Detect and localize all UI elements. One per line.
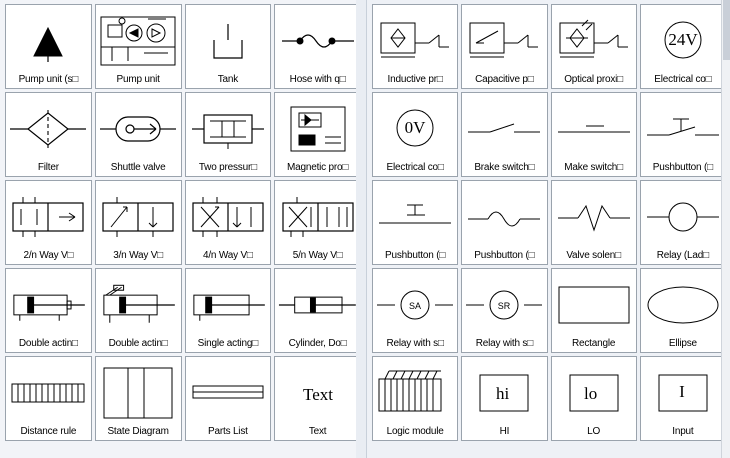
lo-block-icon — [552, 357, 636, 426]
hi-block-icon — [462, 357, 546, 426]
rectangle-shape-icon — [552, 269, 636, 338]
palette-item-pushbutton-break[interactable] — [372, 180, 458, 265]
palette-item-label: Capacitive p□ — [475, 74, 534, 85]
palette-item-hi-block[interactable] — [461, 356, 547, 441]
palette-item-double-acting-cylinder-cushioned[interactable] — [95, 268, 182, 353]
palette-item-label: Rectangle — [572, 338, 616, 349]
panel-divider — [356, 0, 366, 458]
pushbutton-make-icon — [641, 93, 725, 162]
inductive-proximity-sensor-icon — [373, 5, 457, 74]
relay-with-switch-on-delay-icon — [373, 269, 457, 338]
palette-item-magnetic-proximity-switch[interactable] — [274, 92, 361, 177]
palette-item-tank[interactable] — [185, 4, 272, 89]
vertical-scrollbar[interactable] — [721, 0, 730, 458]
two-pressure-valve-icon — [186, 93, 271, 162]
palette-item-distance-rule[interactable] — [5, 356, 92, 441]
pushbutton-break-icon — [373, 181, 457, 250]
palette-item-label: 4/n Way V□ — [202, 250, 253, 261]
palette-item-label: Logic module — [386, 426, 444, 437]
palette-item-label: Inductive pr□ — [387, 74, 443, 85]
palette-item-pushbutton-make[interactable] — [640, 92, 726, 177]
palette-item-logic-module[interactable] — [372, 356, 458, 441]
three-n-way-valve-icon — [96, 181, 181, 250]
palette-item-label: Electrical co□ — [654, 74, 712, 85]
scrollbar-thumb[interactable] — [723, 0, 730, 60]
five-n-way-valve-icon — [275, 181, 360, 250]
palette-item-label: LO — [587, 426, 601, 437]
svg-text:24V: 24V — [668, 29, 698, 49]
palette-item-pump-unit-motor-assembly[interactable] — [95, 4, 182, 89]
palette-item-label: Distance rule — [20, 426, 77, 437]
palette-item-single-acting-cylinder[interactable] — [185, 268, 272, 353]
logic-module-icon — [373, 357, 457, 426]
ellipse-shape-icon — [641, 269, 725, 338]
single-acting-cylinder-icon — [186, 269, 271, 338]
optical-proximity-sensor-icon — [552, 5, 636, 74]
palette-item-five-n-way-valve[interactable] — [274, 180, 361, 265]
palette-item-pump-unit-single-triangle[interactable] — [5, 4, 92, 89]
palette-item-label: Single acting□ — [197, 338, 259, 349]
palette-item-cylinder-double-rod[interactable] — [274, 268, 361, 353]
palette-item-inductive-proximity-sensor[interactable] — [372, 4, 458, 89]
palette-item-parts-list[interactable] — [185, 356, 272, 441]
palette-item-label: Pushbutton (□ — [474, 250, 535, 261]
palette-item-text-block[interactable] — [274, 356, 361, 441]
palette-item-label: Relay (Lad□ — [656, 250, 709, 261]
pushbutton-detent-icon — [462, 181, 546, 250]
tank-icon — [186, 5, 271, 74]
palette-item-two-pressure-valve[interactable] — [185, 92, 272, 177]
palette-item-label: Ellipse — [668, 338, 697, 349]
hose-with-quick-coupling-icon — [275, 5, 360, 74]
palette-item-label: Relay with s□ — [386, 338, 444, 349]
double-acting-cylinder-cushioned-icon — [96, 269, 181, 338]
palette-item-input-block[interactable] — [640, 356, 726, 441]
svg-text:SR: SR — [498, 300, 511, 311]
palette-item-relay-with-switch-on-delay[interactable] — [372, 268, 458, 353]
palette-item-label: Pump unit — [116, 74, 160, 85]
palette-item-label: Filter — [37, 162, 59, 173]
pump-unit-motor-assembly-icon — [96, 5, 181, 74]
palette-item-label: State Diagram — [107, 426, 169, 437]
palette-item-brake-switch[interactable] — [461, 92, 547, 177]
palette-item-label: Optical proxi□ — [564, 74, 624, 85]
palette-item-four-n-way-valve[interactable] — [185, 180, 272, 265]
palette-item-label: Parts List — [208, 426, 248, 437]
palette-item-state-diagram[interactable] — [95, 356, 182, 441]
palette-item-shuttle-valve[interactable] — [95, 92, 182, 177]
palette-item-make-switch[interactable] — [551, 92, 637, 177]
relay-with-switch-off-delay-icon — [462, 269, 546, 338]
palette-item-label: Relay with s□ — [475, 338, 534, 349]
palette-item-hose-with-quick-coupling[interactable] — [274, 4, 361, 89]
palette-item-three-n-way-valve[interactable] — [95, 180, 182, 265]
palette-item-optical-proximity-sensor[interactable] — [551, 4, 637, 89]
palette-item-label: Pump unit (s□ — [18, 74, 79, 85]
palette-item-label: Make switch□ — [564, 162, 623, 173]
palette-item-ellipse-shape[interactable] — [640, 268, 726, 353]
svg-text:I: I — [679, 381, 685, 401]
magnetic-proximity-switch-icon — [275, 93, 360, 162]
palette-item-label: 3/n Way V□ — [113, 250, 164, 261]
palette-item-label: Two pressur□ — [198, 162, 257, 173]
palette-item-label: Input — [672, 426, 694, 437]
palette-item-electrical-connection-0v[interactable] — [372, 92, 458, 177]
palette-item-lo-block[interactable] — [551, 356, 637, 441]
svg-text:hi: hi — [496, 383, 510, 403]
palette-item-label: Electrical co□ — [386, 162, 444, 173]
palette-item-label: Pushbutton (□ — [385, 250, 446, 261]
palette-item-label: Hose with q□ — [289, 74, 346, 85]
palette-item-label: 5/n Way V□ — [292, 250, 343, 261]
svg-text:0V: 0V — [404, 117, 426, 137]
parts-list-icon — [186, 357, 271, 426]
filter-icon — [6, 93, 91, 162]
capacitive-proximity-sensor-icon — [462, 5, 546, 74]
electrical-connection-24v-icon — [641, 5, 725, 74]
double-acting-cylinder-icon — [6, 269, 91, 338]
palette-item-label: Tank — [217, 74, 239, 85]
electrical-symbol-palette[interactable] — [366, 0, 730, 458]
palette-item-electrical-connection-24v[interactable] — [640, 4, 726, 89]
make-switch-icon — [552, 93, 636, 162]
svg-text:Text: Text — [302, 384, 333, 404]
state-diagram-icon — [96, 357, 181, 426]
text-block-icon — [275, 357, 360, 426]
svg-text:lo: lo — [583, 383, 597, 403]
palette-item-label: Double actin□ — [18, 338, 78, 349]
shuttle-valve-icon — [96, 93, 181, 162]
palette-item-label: Shuttle valve — [110, 162, 166, 173]
svg-text:SA: SA — [409, 300, 422, 311]
palette-item-label: HI — [499, 426, 510, 437]
palette-item-relay-coil[interactable] — [640, 180, 726, 265]
palette-item-label: Double actin□ — [108, 338, 168, 349]
palette-item-label: 2/n Way V□ — [23, 250, 74, 261]
input-block-icon — [641, 357, 725, 426]
palette-item-label: Cylinder, Do□ — [288, 338, 347, 349]
palette-item-double-acting-cylinder[interactable] — [5, 268, 92, 353]
palette-item-label: Valve solen□ — [566, 250, 621, 261]
palette-item-label: Text — [308, 426, 327, 437]
palette-item-two-n-way-valve[interactable] — [5, 180, 92, 265]
four-n-way-valve-icon — [186, 181, 271, 250]
cylinder-double-rod-icon — [275, 269, 360, 338]
relay-coil-icon — [641, 181, 725, 250]
two-n-way-valve-icon — [6, 181, 91, 250]
palette-item-rectangle-shape[interactable] — [551, 268, 637, 353]
palette-item-relay-with-switch-off-delay[interactable] — [461, 268, 547, 353]
distance-rule-icon — [6, 357, 91, 426]
palette-item-filter[interactable] — [5, 92, 92, 177]
palette-item-label: Brake switch□ — [474, 162, 535, 173]
valve-solenoid-icon — [552, 181, 636, 250]
palette-item-label: Pushbutton (□ — [652, 162, 713, 173]
palette-item-label: Magnetic pro□ — [287, 162, 349, 173]
electrical-connection-0v-icon — [373, 93, 457, 162]
palette-item-capacitive-proximity-sensor[interactable] — [461, 4, 547, 89]
palette-item-valve-solenoid[interactable] — [551, 180, 637, 265]
palette-item-pushbutton-detent[interactable] — [461, 180, 547, 265]
brake-switch-icon — [462, 93, 546, 162]
pump-unit-single-triangle-icon — [6, 5, 91, 74]
